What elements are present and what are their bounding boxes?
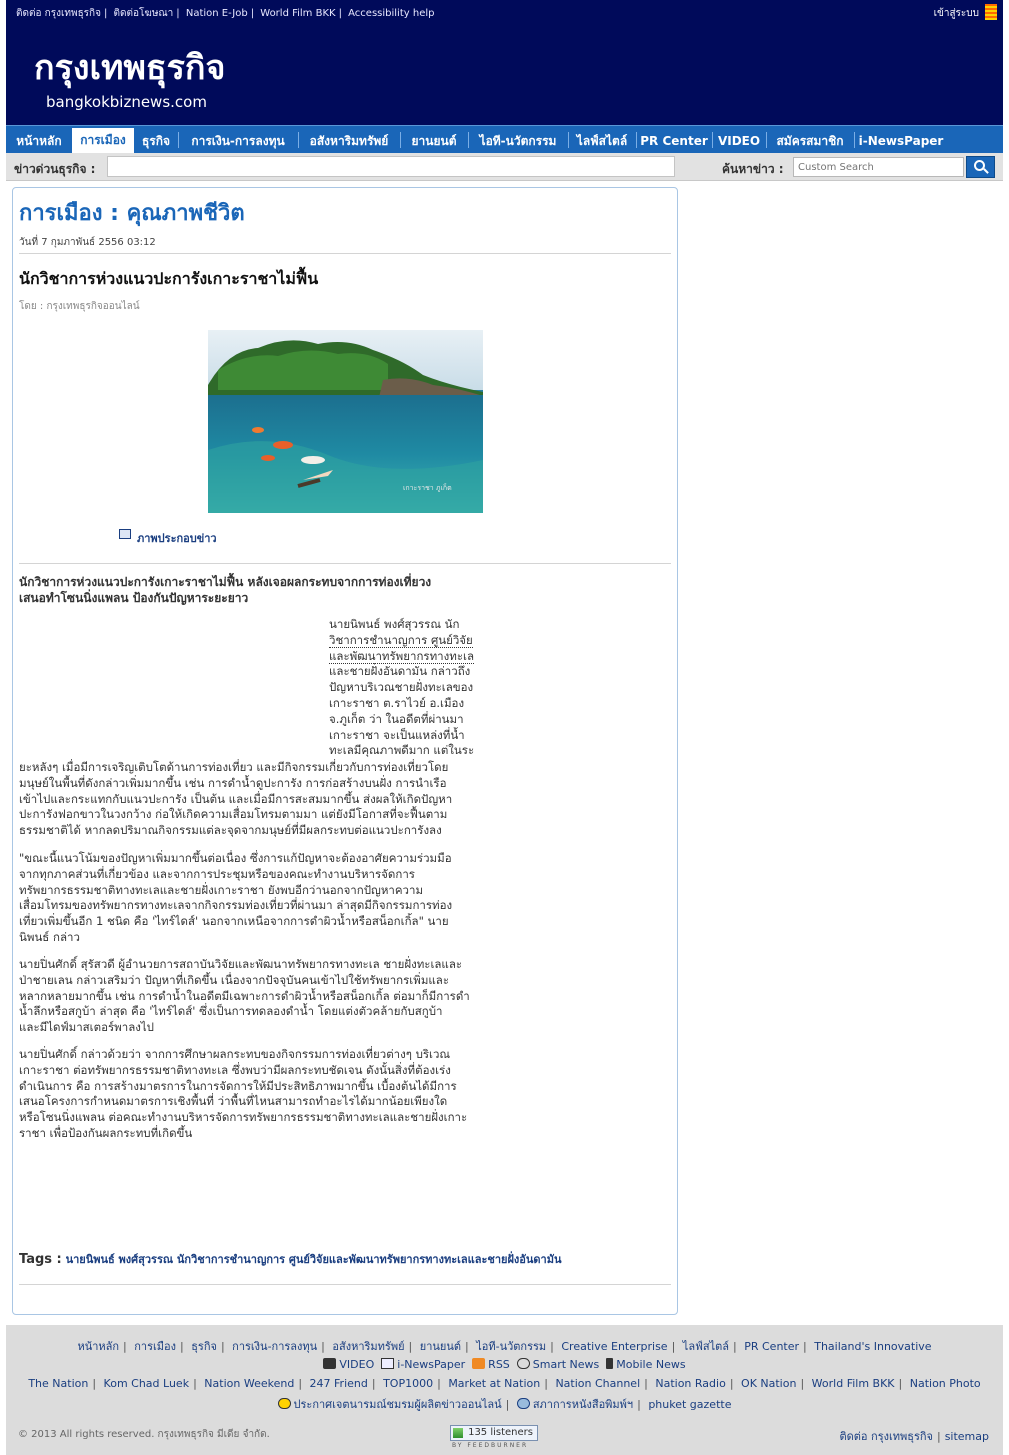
footer-link[interactable]: Thailand's Innovative [814, 1340, 932, 1353]
login-link[interactable]: เข้าสู่ระบบ [933, 8, 979, 19]
text-line: "ขณะนี้แนวโน้มของปัญหาเพิ่มมากขึ้นต่อเนื่อง ซึ่งการแก้ปัญหาจะต้องอาศัยความร่วมมือ [19, 851, 452, 865]
article-photo[interactable] [208, 330, 483, 513]
footer-link[interactable]: Market at Nation [448, 1377, 541, 1390]
footer-link[interactable]: Nation Radio [655, 1377, 726, 1390]
footer-link[interactable]: การเมือง [134, 1340, 176, 1353]
text-line: เสนอโครงการกำหนดมาตรการเชิงพื้นที่ ว่าพื้นที่ไหนสามารถทำอะไรได้มากน้อยเพียงใด [19, 1094, 448, 1109]
top-link-ads[interactable]: ติดต่อโฆษณา [113, 8, 174, 19]
article-date: วันที่ 7 กุมภาพันธ์ 2556 03:12 [19, 237, 156, 248]
text-line: หลากหลายมากขึ้น เช่น การดำน้ำในอดีตมีเฉพาะการดำผิวน้ำหรือสน็อกเกิ้ล ต่อมาก็มีการดำ [19, 988, 470, 1003]
footer-link[interactable]: หน้าหลัก [77, 1340, 120, 1353]
text-line: ธรรมชาติได้ หากลดปริมาณกิจกรรมแต่ละจุดจากมนุษย์ที่มีผลกระทบต่อแนวปะการังลง [19, 823, 442, 838]
eye-icon [517, 1398, 530, 1409]
footer-association-row: ประกาศเจตนารมณ์ชมรมผู้ผลิตข่าวออนไลน์ | สภาการหนังสือพิมพ์ฯ | phuket gazette [6, 1395, 1003, 1413]
text-line: นายปิ่นศักดิ์ กล่าวด้วยว่า จากการศึกษาผลกระทบของกิจกรรมการท่องเที่ยวต่างๆ บริเวณ [19, 1047, 451, 1061]
text-line: ราชา เพื่อป้องกันผลกระทบที่เกิดขึ้น [19, 1125, 193, 1140]
footer-link-video[interactable]: VIDEO [339, 1358, 375, 1371]
text-line: และมีไดฟ์มาสเตอร์พาลงไป [19, 1020, 154, 1035]
footer-network-row: The Nation | Kom Chad Luek | Nation Weekend | 247 Friend | TOP1000 | Market at Nation | Nation Channel | Nation Radio | OK Nation | World Film BKK | Nation Photo [28, 1377, 981, 1390]
listeners-count: 135 listeners [468, 1427, 533, 1438]
search-bar [6, 153, 1003, 181]
footer-link[interactable]: Nation Photo [909, 1377, 981, 1390]
site-footer [6, 1325, 1003, 1455]
lead-line: นักวิชาการห่วงแนวปะการังเกาะราชาไม่ฟื้น หลังเจอผลกระทบจากการท่องเที่ยวง [19, 575, 432, 589]
rss-icon [472, 1358, 485, 1369]
text-line: ดำเนินการ คือ การสร้างมาตรการในการจัดการให้มีประสิทธิภาพมากขึ้น เบื้องต้นได้มีการ [19, 1078, 457, 1093]
text-line: เกาะราชา ต่อทรัพยากรธรรมชาติทางทะเล ซึ่งพบว่ามีผลกระทบชัดเจน ดังนั้นสิ่งที่ต้องเร่ง [19, 1062, 451, 1077]
divider [19, 1284, 671, 1285]
text-line: น้ำลึกหรือสกูบ้า ล่าสุด คือ 'ไทร์ไดส์' ซึ่งเป็นการทดลองดำน้ำ โดยแต่งตัวคล้ายกับสกูบ้า [19, 1004, 443, 1019]
tag-link[interactable]: นายนิพนธ์ พงศ์สุวรรณ [65, 1253, 174, 1266]
footer-link[interactable]: ไลฟ์สไตล์ [682, 1340, 729, 1353]
footer-link-smartnews[interactable]: Smart News [532, 1358, 600, 1371]
footer-link[interactable]: ยานยนต์ [419, 1340, 461, 1353]
tag-link[interactable]: นักวิชาการชำนาญการ [176, 1253, 286, 1266]
site-header [6, 24, 1003, 125]
footer-link[interactable]: PR Center [744, 1340, 800, 1353]
footer-link[interactable]: TOP1000 [383, 1377, 434, 1390]
paragraph-3 [19, 957, 495, 1036]
photo-watermark: เกาะราชา ภูเก็ต [403, 484, 452, 492]
text-line: นิพนธ์ กล่าว [19, 929, 80, 944]
text-line: วิชาการชำนาญการ ศูนย์วิจัย [329, 632, 473, 647]
nav-home[interactable]: หน้าหลัก [16, 134, 62, 148]
feedburner-label: BY FEEDBURNER [452, 1442, 529, 1449]
logo-thai[interactable]: กรุงเทพธุรกิจ [34, 48, 226, 88]
footer-link[interactable]: phuket gazette [648, 1398, 732, 1411]
article-byline: โดย : กรุงเทพธุรกิจออนไลน์ [19, 301, 140, 312]
search-button[interactable] [966, 156, 995, 178]
text-line: หรือโซนนิ่งแพลน ต่อคณะทำงานบริหารจัดการทรัพยากรธรรมชาติทางทะเลและชายฝั่งเกาะ [19, 1110, 468, 1125]
badge-icon [278, 1398, 291, 1409]
top-link-accessibility[interactable]: Accessibility help [348, 8, 435, 19]
footer-link[interactable]: การเงิน-การลงทุน [232, 1340, 318, 1353]
nav-video[interactable]: VIDEO [717, 134, 761, 148]
footer-link[interactable]: World Film BKK [811, 1377, 895, 1390]
nav-it[interactable]: ไอที-นวัตกรรม [479, 134, 557, 148]
nav-finance[interactable]: การเงิน-การลงทุน [191, 134, 285, 148]
footer-nav-row: หน้าหลัก | การเมือง | ธุรกิจ | การเงิน-การลงทุน | อสังหาริมทรัพย์ | ยานยนต์ | ไอที-นวัตกรรม | Creative Enterprise | ไลฟ์สไตล์ | PR Center | Thailand's Innovative [77, 1340, 932, 1353]
text-line: เกาะราชา จะเป็นแหล่งที่น้ำ [329, 727, 465, 742]
paragraph-2 [19, 851, 495, 946]
footer-link[interactable]: อสังหาริมทรัพย์ [332, 1340, 405, 1353]
main-nav [6, 125, 1003, 153]
text-line: นายปิ่นศักดิ์ สุรัสวดี ผู้อำนวยการสถาบันวิจัยและพัฒนาทรัพยากรทางทะเล ชายฝั่งทะเลและ [19, 957, 463, 971]
nav-subscribe[interactable]: สมัครสมาชิก [776, 134, 844, 148]
footer-link[interactable]: ไอที-นวัตกรรม [476, 1340, 547, 1353]
top-links: ติดต่อ กรุงเทพธุรกิจ | ติดต่อโฆษณา | Nation E-Job | World Film BKK | Accessibility help [16, 8, 435, 19]
search-input[interactable] [793, 157, 964, 177]
footer-link[interactable]: Nation Weekend [204, 1377, 295, 1390]
feedburner-icon [453, 1428, 463, 1438]
paragraph-1-top [329, 617, 489, 759]
footer-link[interactable]: ประกาศเจตนารมณ์ชมรมผู้ผลิตข่าวออนไลน์ [293, 1398, 502, 1411]
tags-label: Tags : [19, 1252, 62, 1267]
section-title[interactable]: การเมือง : คุณภาพชีวิต [19, 201, 245, 226]
nav-inewspaper[interactable]: i-NewsPaper [858, 134, 944, 148]
divider [19, 253, 671, 254]
breaking-news-label: ข่าวด่วนธุรกิจ : [14, 162, 96, 176]
text-line: ทรัพยากรธรรมชาติทางทะเลและชายฝั่งเกาะราชา ยังพบอีกว่านอกจากปัญหาความ [19, 882, 424, 897]
top-link-ejob[interactable]: Nation E-Job [185, 8, 248, 19]
video-icon [323, 1358, 336, 1369]
nav-pr-center[interactable]: PR Center [640, 134, 708, 148]
paragraph-4 [19, 1047, 495, 1142]
copyright: © 2013 All rights reserved. กรุงเทพธุรกิจ มีเดีย จำกัด. [18, 1429, 270, 1440]
footer-link[interactable]: สภาการหนังสือพิมพ์ฯ [532, 1398, 634, 1411]
footer-link[interactable]: OK Nation [741, 1377, 797, 1390]
logo-url[interactable]: bangkokbiznews.com [46, 93, 207, 111]
lead-line: เสนอทำโซนนิ่งแพลน ป้องกันปัญหาระยะยาว [19, 591, 249, 605]
text-line: นายนิพนธ์ พงศ์สุวรรณ นัก [329, 617, 460, 631]
footer-link[interactable]: Creative Enterprise [561, 1340, 668, 1353]
chat-icon [517, 1358, 530, 1369]
login-icon[interactable] [985, 4, 997, 20]
nav-auto[interactable]: ยานยนต์ [411, 134, 457, 148]
footer-link[interactable]: 247 Friend [309, 1377, 368, 1390]
footer-right-links: ติดต่อ กรุงเทพธุรกิจ | sitemap [839, 1430, 989, 1443]
article-panel [12, 187, 678, 1315]
footer-link[interactable]: ธุรกิจ [191, 1340, 217, 1353]
nav-property[interactable]: อสังหาริมทรัพย์ [309, 134, 389, 148]
paragraph-1-rest [19, 760, 495, 839]
text-line: จ.ภูเก็ต ว่า ในอดีตที่ผ่านมา [329, 711, 464, 726]
sitemap-link[interactable]: sitemap [944, 1430, 989, 1443]
footer-link[interactable]: Kom Chad Luek [103, 1377, 190, 1390]
top-link-worldfilm[interactable]: World Film BKK [260, 8, 336, 19]
text-line: ยะหลังๆ เมื่อมีการเจริญเติบโตด้านการท่องเที่ยว และมีกิจกรรมเกี่ยวกับการท่องเที่ยวโดย [19, 760, 449, 774]
text-line: ปัญหาบริเวณชายฝั่งทะเลของ [329, 680, 474, 695]
divider [19, 563, 671, 564]
text-line: และชายฝั่งอันดามัน กล่าวถึง [329, 664, 471, 679]
text-line: และพัฒนาทรัพยากรทางทะเล [329, 648, 474, 663]
tag-link[interactable]: ศูนย์วิจัยและพัฒนาทรัพยากรทางทะเลและชายฝั่งอันดามัน [288, 1253, 562, 1266]
text-line: ปะการังฟอกขาวในวงกว้าง ก่อให้เกิดความเสื่อมโทรมตามมา แต่ยังมีโอกาสที่จะฟื้นตาม [19, 807, 448, 822]
article-lead [19, 574, 519, 606]
text-line: เข้าไปและกระแทกกับแนวปะการัง เป็นต้น และเมื่อมีการสะสมมากขึ้น ส่งผลให้เกิดปัญหา [19, 791, 453, 806]
footer-media-row [6, 1358, 1003, 1371]
search-label: ค้นหาข่าว : [722, 162, 784, 176]
footer-link-inewspaper[interactable]: i-NewsPaper [397, 1358, 466, 1371]
top-link-contact[interactable]: ติดต่อ กรุงเทพธุรกิจ [16, 8, 101, 19]
nav-politics[interactable]: การเมือง [72, 128, 134, 154]
footer-contact-link[interactable]: ติดต่อ กรุงเทพธุรกิจ [839, 1430, 933, 1443]
footer-link[interactable]: The Nation [28, 1377, 89, 1390]
breaking-news-ticker[interactable] [107, 156, 675, 177]
right-sidebar [683, 187, 1001, 1315]
text-line: ทะเลมีคุณภาพดีมาก แต่ในระ [329, 743, 475, 758]
article-tags [19, 1250, 561, 1268]
text-line: เที่ยวเพิ่มขึ้นอีก 1 ชนิด คือ 'ไทร์ไดส์' นอกจากเหนือจากการดำผิวน้ำหรือสน็อกเกิ้ล" นาย [19, 914, 449, 929]
article-headline: นักวิชาการห่วงแนวปะการังเกาะราชาไม่ฟื้น [19, 269, 319, 288]
nav-business[interactable]: ธุรกิจ [141, 134, 171, 148]
mobile-icon [606, 1358, 613, 1369]
footer-link-mobilenews[interactable]: Mobile News [616, 1358, 686, 1371]
text-line: จากทุกภาคส่วนที่เกี่ยวข้อง และจากการประชุมหรือของคณะทำงานบริหารจัดการ [19, 866, 415, 881]
feedburner-badge[interactable] [450, 1425, 538, 1450]
text-line: เสื่อมโทรมของทรัพยากรทางทะเลจากกิจกรรมท่องเที่ยวที่ผ่านมา ล่าสุดมีกิจกรรมการท่อง [19, 898, 453, 913]
text-line: ป่าชายเลน กล่าวเสริมว่า ปัญหาที่เกิดขึ้น เนื่องจากปัจจุบันคนเข้าไปใช้ทรัพยากรเพิ่มและ [19, 972, 450, 987]
top-bar [6, 0, 1003, 24]
nav-lifestyle[interactable]: ไลฟ์สไตล์ [576, 134, 628, 148]
photo-caption[interactable]: ภาพประกอบข่าว [137, 532, 217, 545]
footer-link-rss[interactable]: RSS [488, 1358, 510, 1371]
newspaper-icon [381, 1358, 394, 1369]
photo-caption-icon[interactable] [119, 529, 131, 539]
text-line: มนุษย์ในพื้นที่ดังกล่าวเพิ่มมากขึ้น เช่น การดำน้ำดูปะการัง การก่อสร้างบนฝั่ง การนำเรือ [19, 775, 447, 790]
footer-link[interactable]: Nation Channel [555, 1377, 641, 1390]
text-line: เกาะราชา ต.ราไวย์ อ.เมือง [329, 695, 465, 710]
